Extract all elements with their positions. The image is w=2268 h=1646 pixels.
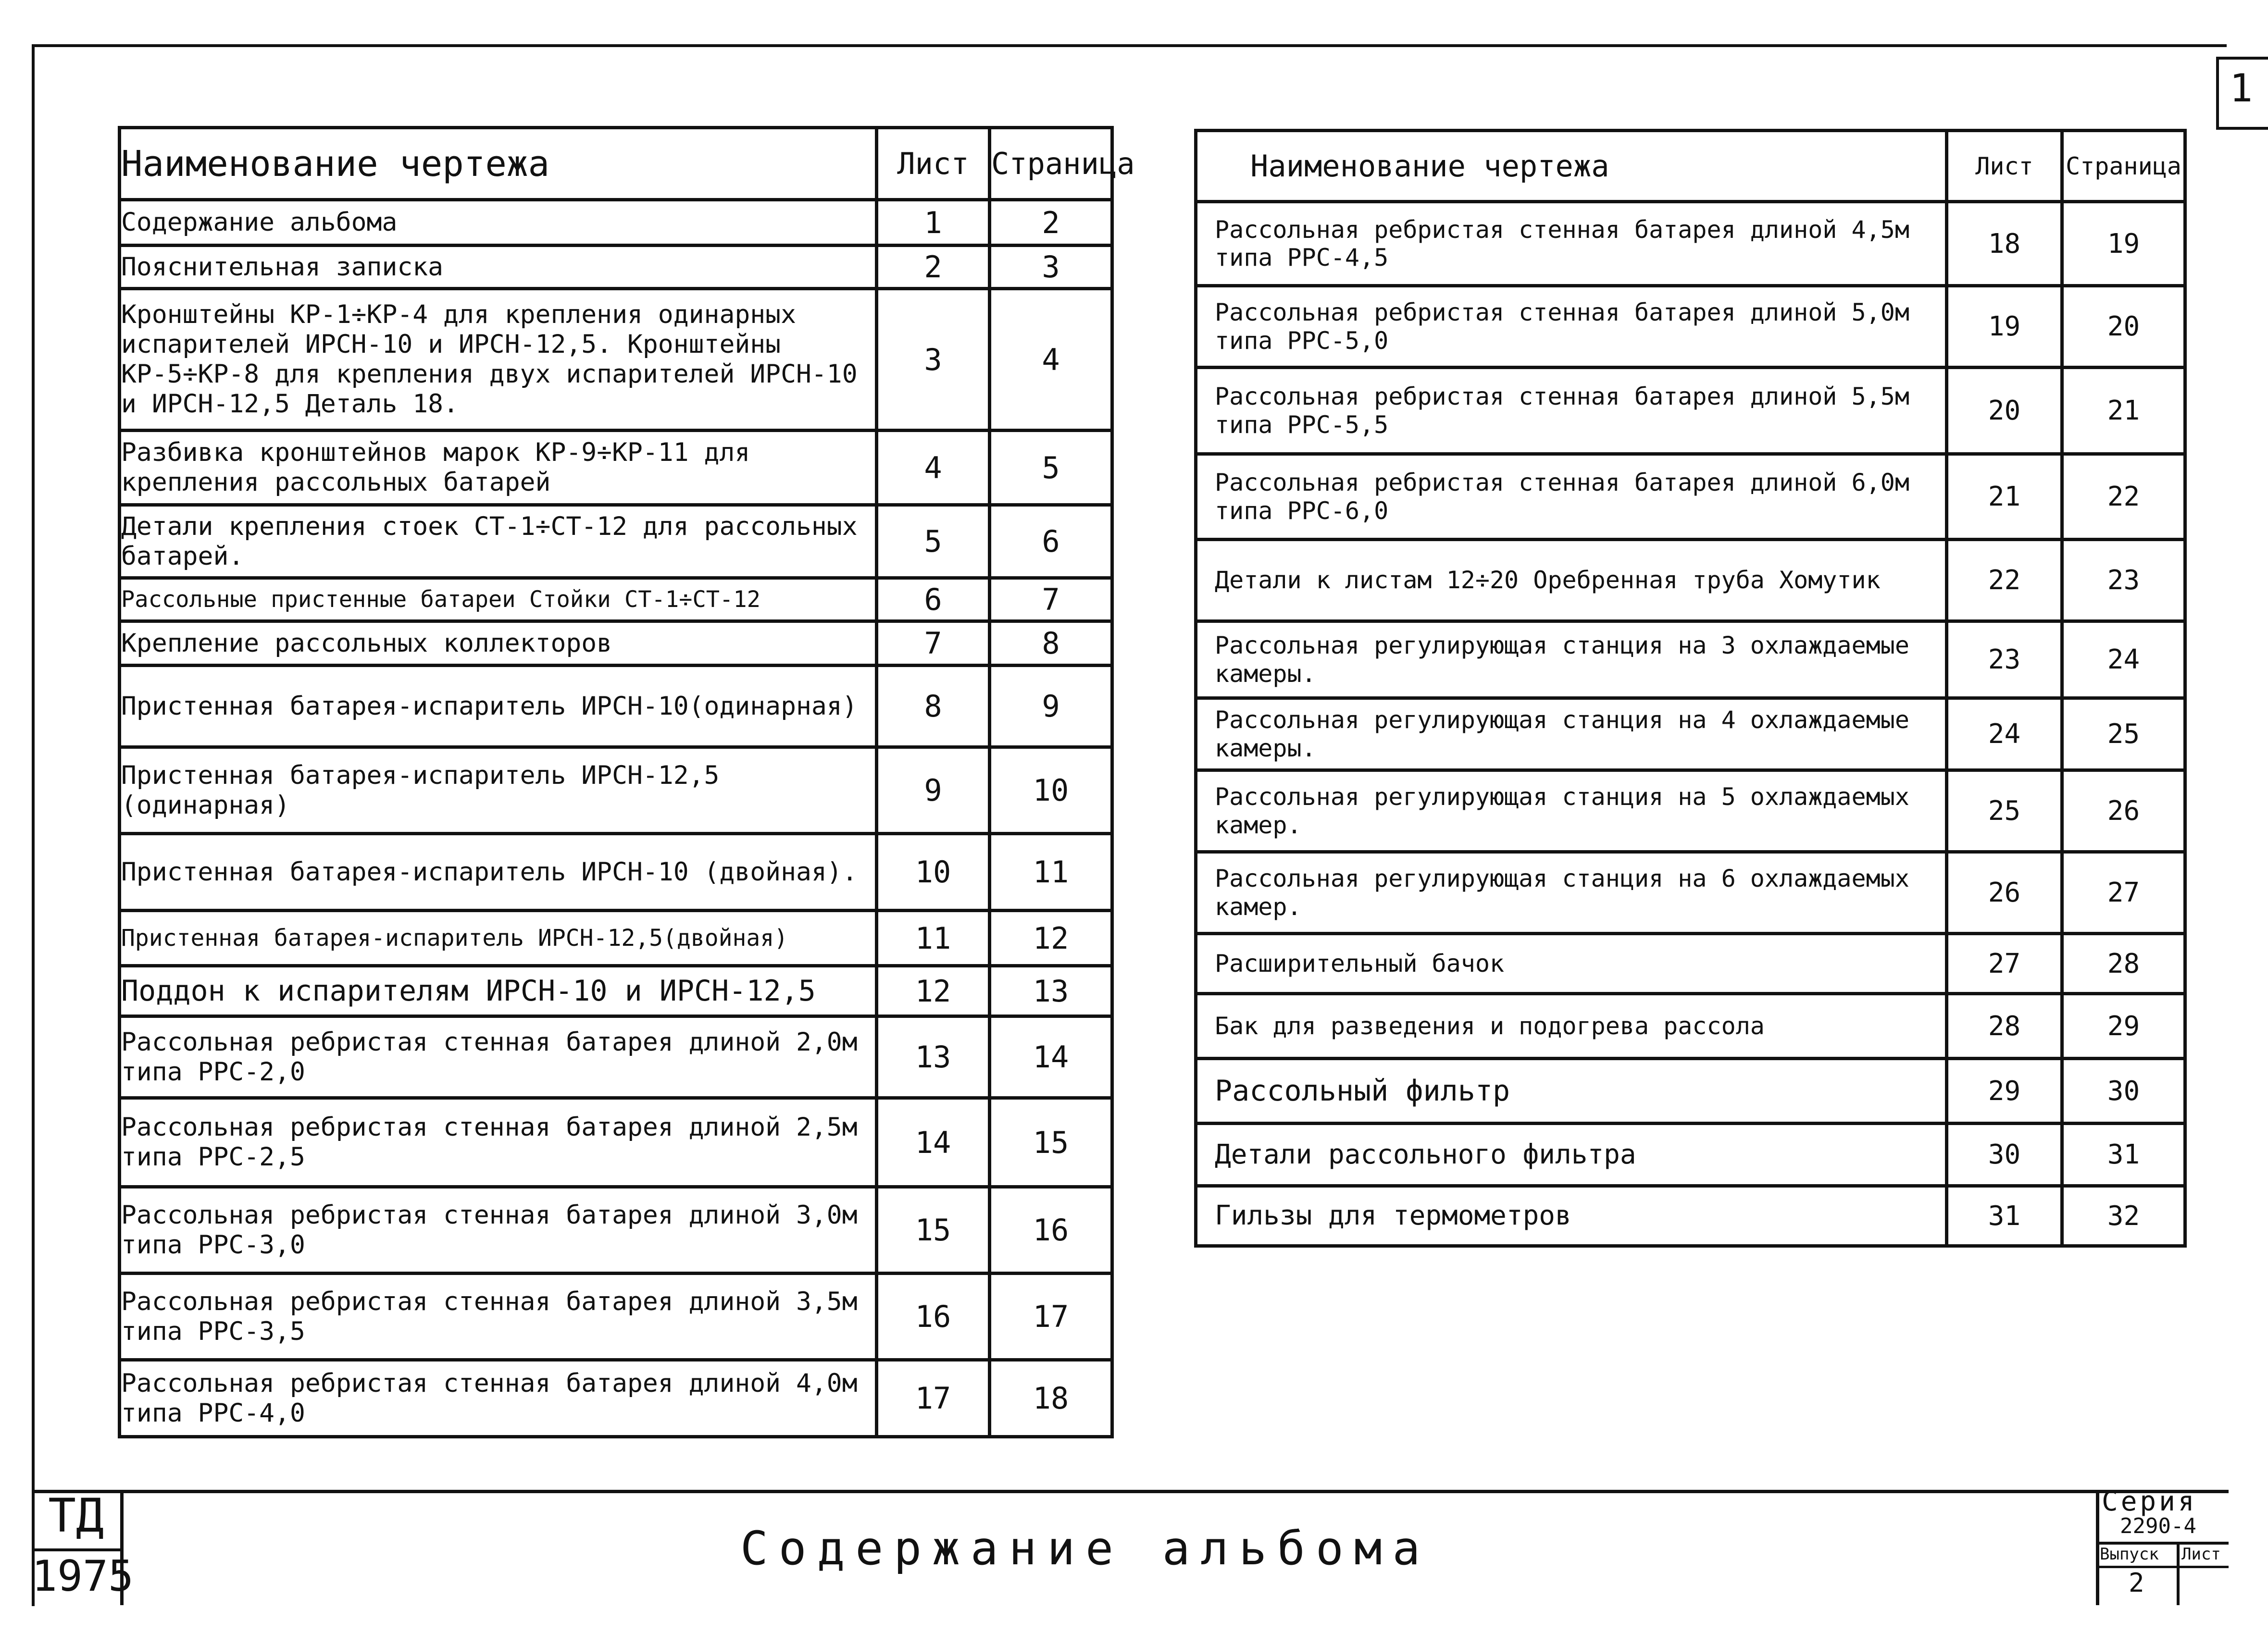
row-name: Рассольная ребристая стенная батарея длиной 5,5м типа РРС-5,5	[1196, 368, 1947, 454]
issue-separator	[2177, 1542, 2180, 1605]
row-name: Крепление рассольных коллекторов	[120, 621, 877, 666]
row-page: 2	[990, 200, 1112, 246]
row-page: 3	[990, 246, 1112, 289]
row-name: Расширительный бачок	[1196, 934, 1947, 994]
table-row	[1196, 770, 2185, 852]
row-page: 29	[2062, 994, 2185, 1059]
table-row	[1196, 934, 2185, 994]
row-sheet: 6	[877, 578, 990, 621]
row-page: 11	[990, 834, 1112, 911]
issue-value: 2	[2129, 1568, 2144, 1598]
sheet-label: Лист	[2181, 1545, 2221, 1564]
row-name: Детали рассольного фильтра	[1196, 1124, 1947, 1186]
row-page: 19	[2062, 202, 2185, 286]
row-name: Пристенная батарея-испаритель ИРСН-12,5 (одинарная)	[120, 747, 877, 834]
row-name: Рассольная ребристая стенная батарея длиной 3,5м типа РРС-3,5	[120, 1274, 877, 1360]
row-sheet: 10	[877, 834, 990, 911]
row-sheet: 22	[1947, 540, 2062, 621]
row-sheet: 20	[1947, 368, 2062, 454]
row-sheet: 13	[877, 1016, 990, 1098]
table-row	[1196, 454, 2185, 540]
row-sheet: 23	[1947, 621, 2062, 698]
row-name: Рассольная ребристая стенная батарея длиной 3,0м типа РРС-3,0	[120, 1187, 877, 1274]
row-sheet: 31	[1947, 1186, 2062, 1246]
row-page: 26	[2062, 770, 2185, 852]
header-page: Страница	[990, 128, 1112, 200]
title-block-border	[32, 1490, 2229, 1493]
row-name: Рассольная регулирующая станция на 3 охлаждаемые камеры.	[1196, 621, 1947, 698]
corner-sheet-box	[2216, 57, 2268, 130]
row-sheet: 15	[877, 1187, 990, 1274]
row-page: 30	[2062, 1059, 2185, 1124]
row-page: 15	[990, 1098, 1112, 1187]
row-sheet: 28	[1947, 994, 2062, 1059]
row-sheet: 12	[877, 966, 990, 1016]
series-value: 2290-4	[2120, 1514, 2196, 1538]
row-name: Кронштейны КР-1÷КР-4 для крепления одинарных испарителей ИРСН-10 и ИРСН-12,5. Кронштейны КР-5÷КР-8 для крепления двух испарителей ИРСН-10 и ИРСН-12,5 Деталь 18.	[120, 289, 877, 431]
row-sheet: 18	[1947, 202, 2062, 286]
header-sheet: Лист	[1947, 131, 2062, 202]
row-name: Рассольная ребристая стенная батарея длиной 4,0м типа РРС-4,0	[120, 1360, 877, 1437]
row-sheet: 2	[877, 246, 990, 289]
row-page: 5	[990, 431, 1112, 505]
table-row	[1196, 1186, 2185, 1246]
row-sheet: 27	[1947, 934, 2062, 994]
row-name: Рассольная регулирующая станция на 5 охлаждаемых камер.	[1196, 770, 1947, 852]
row-name: Пристенная батарея-испаритель ИРСН-12,5(двойная)	[120, 911, 877, 966]
row-name: Рассольные пристенные батареи Стойки СТ-1÷СТ-12	[120, 578, 877, 621]
row-sheet: 11	[877, 911, 990, 966]
table-row	[120, 621, 1112, 666]
row-page: 22	[2062, 454, 2185, 540]
row-name: Поддон к испарителям ИРСН-10 и ИРСН-12,5	[120, 966, 877, 1016]
table-row	[1196, 852, 2185, 934]
contents-table-left	[118, 126, 1135, 1438]
table-row	[120, 1098, 1112, 1187]
table-row	[120, 246, 1112, 289]
table-row	[120, 1360, 1112, 1437]
row-name: Гильзы для термометров	[1196, 1186, 1947, 1246]
title-block-separator	[2096, 1490, 2099, 1605]
row-page: 31	[2062, 1124, 2185, 1186]
table-row	[1196, 621, 2185, 698]
row-page: 20	[2062, 286, 2185, 368]
table-row	[120, 1274, 1112, 1360]
row-page: 21	[2062, 368, 2185, 454]
header-page: Страница	[2062, 131, 2185, 202]
row-sheet: 17	[877, 1360, 990, 1437]
corner-sheet-number: 1	[2230, 66, 2253, 111]
series-label: Серия	[2102, 1486, 2197, 1517]
row-sheet: 14	[877, 1098, 990, 1187]
row-name: Детали крепления стоек СТ-1÷СТ-12 для рассольных батарей.	[120, 505, 877, 578]
issue-label: Выпуск	[2100, 1545, 2159, 1564]
issue-divider	[2096, 1566, 2229, 1568]
header-row	[1196, 131, 2185, 202]
table-row	[120, 666, 1112, 747]
table-row	[1196, 368, 2185, 454]
table-row	[1196, 1059, 2185, 1124]
header-row	[120, 128, 1112, 200]
table-row	[1196, 994, 2185, 1059]
row-name: Пристенная батарея-испаритель ИРСН-10 (двойная).	[120, 834, 877, 911]
row-name: Пристенная батарея-испаритель ИРСН-10(одинарная)	[120, 666, 877, 747]
row-name: Рассольная ребристая стенная батарея длиной 4,5м типа РРС-4,5	[1196, 202, 1947, 286]
row-name: Разбивка кронштейнов марок КР-9÷КР-11 для крепления рассольных батарей	[120, 431, 877, 505]
table-row	[120, 289, 1112, 431]
table-row	[120, 747, 1112, 834]
row-sheet: 9	[877, 747, 990, 834]
header-sheet: Лист	[877, 128, 990, 200]
stamp-title: Содержание альбома	[740, 1522, 1431, 1575]
row-sheet: 1	[877, 200, 990, 246]
row-page: 25	[2062, 698, 2185, 770]
row-name: Рассольный фильтр	[1196, 1059, 1947, 1124]
row-name: Пояснительная записка	[120, 246, 877, 289]
table-row	[120, 1187, 1112, 1274]
row-page: 23	[2062, 540, 2185, 621]
row-sheet: 7	[877, 621, 990, 666]
header-drawing-name: Наименование чертежа	[120, 128, 877, 200]
table-row	[1196, 698, 2185, 770]
row-sheet: 5	[877, 505, 990, 578]
table-row	[120, 834, 1112, 911]
row-name: Детали к листам 12÷20 Оребренная труба Хомутик	[1196, 540, 1947, 621]
row-page: 17	[990, 1274, 1112, 1360]
row-page: 16	[990, 1187, 1112, 1274]
table-row	[120, 431, 1112, 505]
table-row	[120, 578, 1112, 621]
row-sheet: 3	[877, 289, 990, 431]
row-page: 6	[990, 505, 1112, 578]
frame-top-border	[35, 44, 2227, 47]
row-page: 12	[990, 911, 1112, 966]
row-sheet: 21	[1947, 454, 2062, 540]
table-row	[1196, 286, 2185, 368]
table-row	[120, 911, 1112, 966]
row-page: 14	[990, 1016, 1112, 1098]
row-sheet: 25	[1947, 770, 2062, 852]
row-name: Рассольная ребристая стенная батарея длиной 6,0м типа РРС-6,0	[1196, 454, 1947, 540]
row-sheet: 8	[877, 666, 990, 747]
row-page: 9	[990, 666, 1112, 747]
row-page: 18	[990, 1360, 1112, 1437]
stamp-code: ТД	[48, 1489, 104, 1543]
row-page: 13	[990, 966, 1112, 1016]
row-page: 10	[990, 747, 1112, 834]
table-row	[120, 966, 1112, 1016]
row-name: Рассольная регулирующая станция на 6 охлаждаемых камер.	[1196, 852, 1947, 934]
frame-left-border	[32, 44, 35, 1606]
table-row	[1196, 540, 2185, 621]
row-page: 4	[990, 289, 1112, 431]
row-sheet: 16	[877, 1274, 990, 1360]
row-sheet: 29	[1947, 1059, 2062, 1124]
row-sheet: 24	[1947, 698, 2062, 770]
row-sheet: 19	[1947, 286, 2062, 368]
table-row	[120, 1016, 1112, 1098]
stamp-year: 1975	[32, 1551, 134, 1601]
row-page: 28	[2062, 934, 2185, 994]
row-name: Содержание альбома	[120, 200, 877, 246]
row-sheet: 30	[1947, 1124, 2062, 1186]
row-name: Рассольная ребристая стенная батарея длиной 5,0м типа РРС-5,0	[1196, 286, 1947, 368]
row-name: Рассольная регулирующая станция на 4 охлаждаемые камеры.	[1196, 698, 1947, 770]
table-row	[120, 505, 1112, 578]
row-page: 7	[990, 578, 1112, 621]
row-name: Бак для разведения и подогрева рассола	[1196, 994, 1947, 1059]
table-row	[120, 200, 1112, 246]
header-drawing-name: Наименование чертежа	[1196, 131, 1947, 202]
table-row	[1196, 1124, 2185, 1186]
row-page: 27	[2062, 852, 2185, 934]
contents-table-right	[1194, 129, 2187, 1248]
row-page: 8	[990, 621, 1112, 666]
row-sheet: 26	[1947, 852, 2062, 934]
row-name: Рассольная ребристая стенная батарея длиной 2,5м типа РРС-2,5	[120, 1098, 877, 1187]
row-name: Рассольная ребристая стенная батарея длиной 2,0м типа РРС-2,0	[120, 1016, 877, 1098]
row-page: 24	[2062, 621, 2185, 698]
table-row	[1196, 202, 2185, 286]
row-sheet: 4	[877, 431, 990, 505]
row-page: 32	[2062, 1186, 2185, 1246]
